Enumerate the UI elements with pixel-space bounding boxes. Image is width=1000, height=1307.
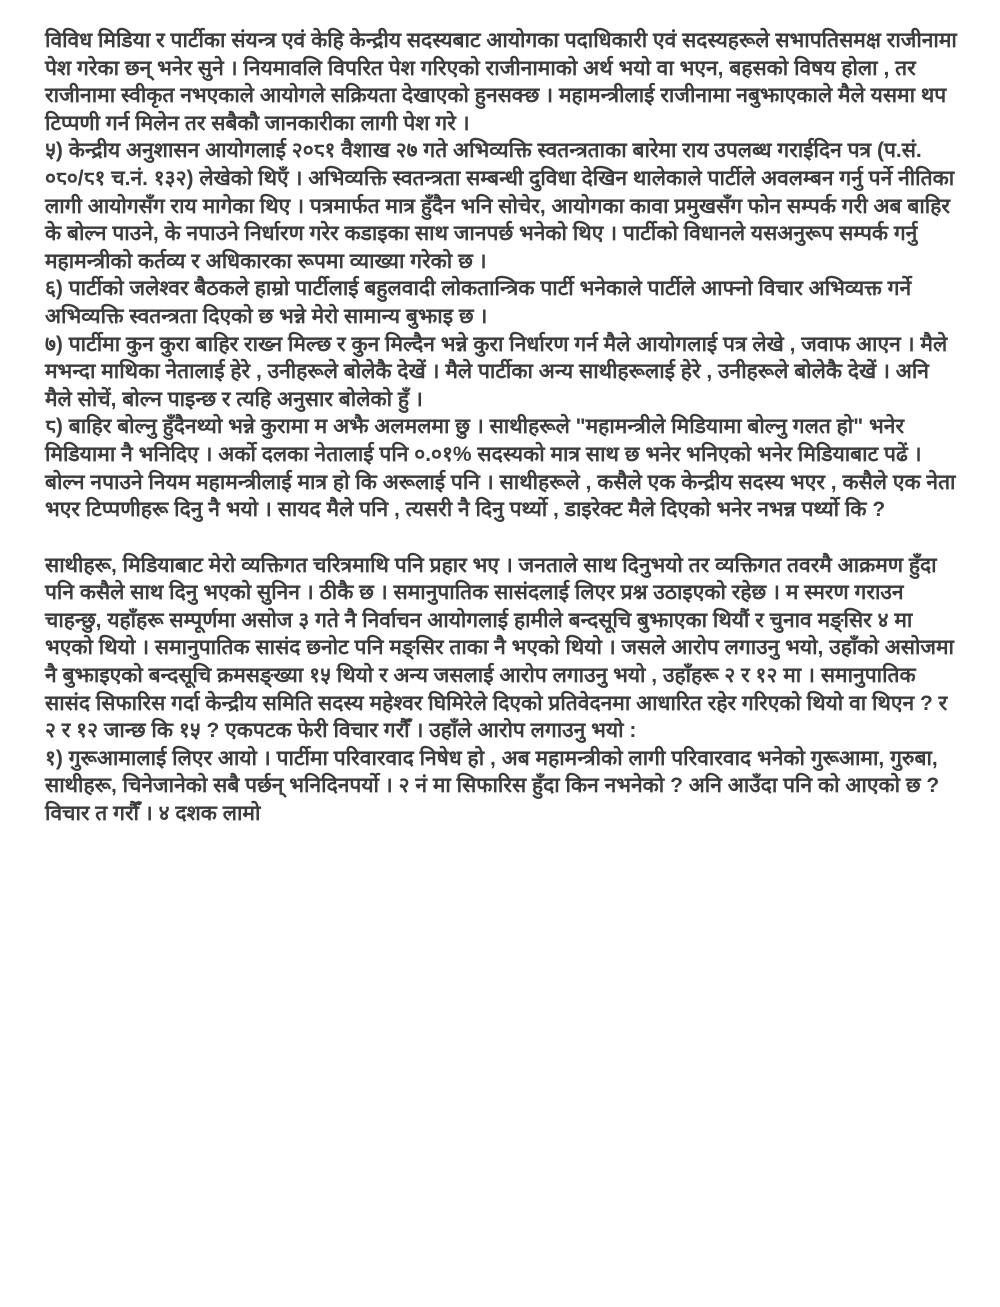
paragraph-item-8: ८) बाहिर बोल्नु हुँदैनथ्यो भन्ने कुरामा म अझै अलमलमा छु । साथीहरूले "महामन्त्रीले मिडियामा बोल्नु गलत हो" भनेर मिडियामा नै भनिदिए । अर्को दलका नेतालाई पनि ०.०१% सदस्यको मात्र साथ छ भनेर भनिएको भनेर मिडियाबाट पढें । बोल्न नपाउने नियम महामन्त्रीलाई मात्र हो कि अरूलाई पनि । साथीहरूले , कसैले एक केन्द्रीय सदस्य भएर , कसैले एक नेता भएर टिप्पणीहरू दिनु नै भयो । सायद मैले पनि , त्यसरी नै दिनु पर्थ्यो , डाइरेक्ट मैले दिएको भनेर नभन्न पर्थ्यो कि ? (45, 415, 956, 522)
paragraph-item-6: ६) पार्टीको जलेश्वर बैठकले हाम्रो पार्टीलाई बहुलवादी लोकतान्त्रिक पार्टी भनेकाले पार्टीले आफ्नो विचार अभिव्यक्त गर्ने अभिव्यक्ति स्वतन्त्रता दिएको छ भन्ने मेरो सामान्य बुझाइ छ । (45, 277, 912, 328)
paragraph-item-7: ७) पार्टीमा कुन कुरा बाहिर राख्न मिल्छ र कुन मिल्दैन भन्ने कुरा निर्धारण गर्न मैले आयोगलाई पत्र लेखे , जवाफ आएन । मैले मभन्दा माथिका नेतालाई हेरे , उनीहरूले बोलेकै देखें । मैले पार्टीका अन्य साथीहरूलाई हेरे , उनीहरूले बोलेकै देखें । अनि मैले सोचें, बोल्न पाइन्छ र त्यहि अनुसार बोलेको हुँ । (45, 332, 948, 411)
paragraph-item-1: १) गुरूआमालाई लिएर आयो । पार्टीमा परिवारवाद निषेध हो , अब महामन्त्रीको लागी परिवारवाद भनेको गुरूआमा, गुरुबा, साथीहरू, चिनेजानेको सबै पर्छन् भनिदिनपर्यो । २ नं मा सिफारिस हुँदा किन नभनेको ? अनि आउँदा पनि को आएको छ ? विचार त गरौँ । ४ दशक लामो (45, 746, 940, 826)
paragraph-intro: विविध मिडिया र पार्टीका संयन्त्र एवं केहि केन्द्रीय सदस्यबाट आयोगका पदाधिकारी एवं सदस्यहरूले सभापतिसमक्ष राजीनामा पेश गरेका छन् भनेर सुने । नियमावलि विपरित पेश गरिएको राजीनामाको अर्थ भयो वा भएन, बहसको विषय होला , तर राजीनामा स्वीकृत नभएकाले आयोगले सक्रियता देखाएको हुनसक्छ । महामन्त्रीलाई राजीनामा नबुझाएकाले मैले यसमा थप टिप्पणी गर्न मिलेन तर सबैकौ जानकारीका लागी पेश गरे । (45, 29, 957, 135)
paragraph-item-5: ५) केन्द्रीय अनुशासन आयोगलाई २०८१ वैशाख २७ गते अभिव्यक्ति स्वतन्त्रताका बारेमा राय उपलब्ध गराईदिन पत्र (प.सं. ०८०/८१ च.नं. १३२) लेखेको थिएँ । अभिव्यक्ति स्वतन्त्रता सम्बन्धी दुविधा देखिन थालेकाले पार्टीले अवलम्बन गर्नु पर्ने नीतिका लागी आयोगसँग राय मागेका थिए । पत्रमार्फत मात्र हुँदैन भनि सोचेर, आयोगका कावा प्रमुखसँग फोन सम्पर्क गरी अब बाहिर के बोल्न पाउने, के नपाउने निर्धारण गरेर कडाइका साथ जानपर्छ भनेको थिए । पार्टीको विधानले यसअनुरूप सम्पर्क गर्नु महामन्त्रीको कर्तव्य र अधिकारका रूपमा व्याख्या गरेको छ । (45, 139, 955, 273)
paragraph-sathiharu: साथीहरू, मिडियाबाट मेरो व्यक्तिगत चरित्रमाथि पनि प्रहार भए । जनताले साथ दिनुभयो तर व्यक्तिगत तवरमै आक्रमण हुँदा पनि कसैले साथ दिनु भएको सुनिन । ठीकै छ । समानुपातिक सासंदलाई लिएर प्रश्न उठाइएको रहेछ । म स्मरण गराउन चाहन्छु, यहाँहरू सम्पूर्णमा असोज ३ गते नै निर्वाचन आयोगलाई हामीले बन्दसूचि बुझाएका थियौं र चुनाव मङ्सिर ४ मा भएको थियो । समानुपातिक सासंद छनोट पनि मङ्सिर ताका नै भएको थियो । जसले आरोप लगाउनु भयो, उहाँको असोजमा नै बुझाइएको बन्दसूचि क्रमसङ्ख्या १५ थियो र अन्य जसलाई आरोप लगाउनु भयो , उहाँहरू २ र १२ मा । समानुपातिक सासंद सिफारिस गर्दा केन्द्रीय समिति सदस्य महेश्वर घिमिरेले दिएको प्रतिवेदनमा आधारित रहेर गरिएको थियो वा थिएन ? र २ र १२ जान्छ कि १५ ? एकपटक फेरी विचार गरौँ । उहाँले आरोप लगाउनु भयो : (45, 553, 954, 743)
